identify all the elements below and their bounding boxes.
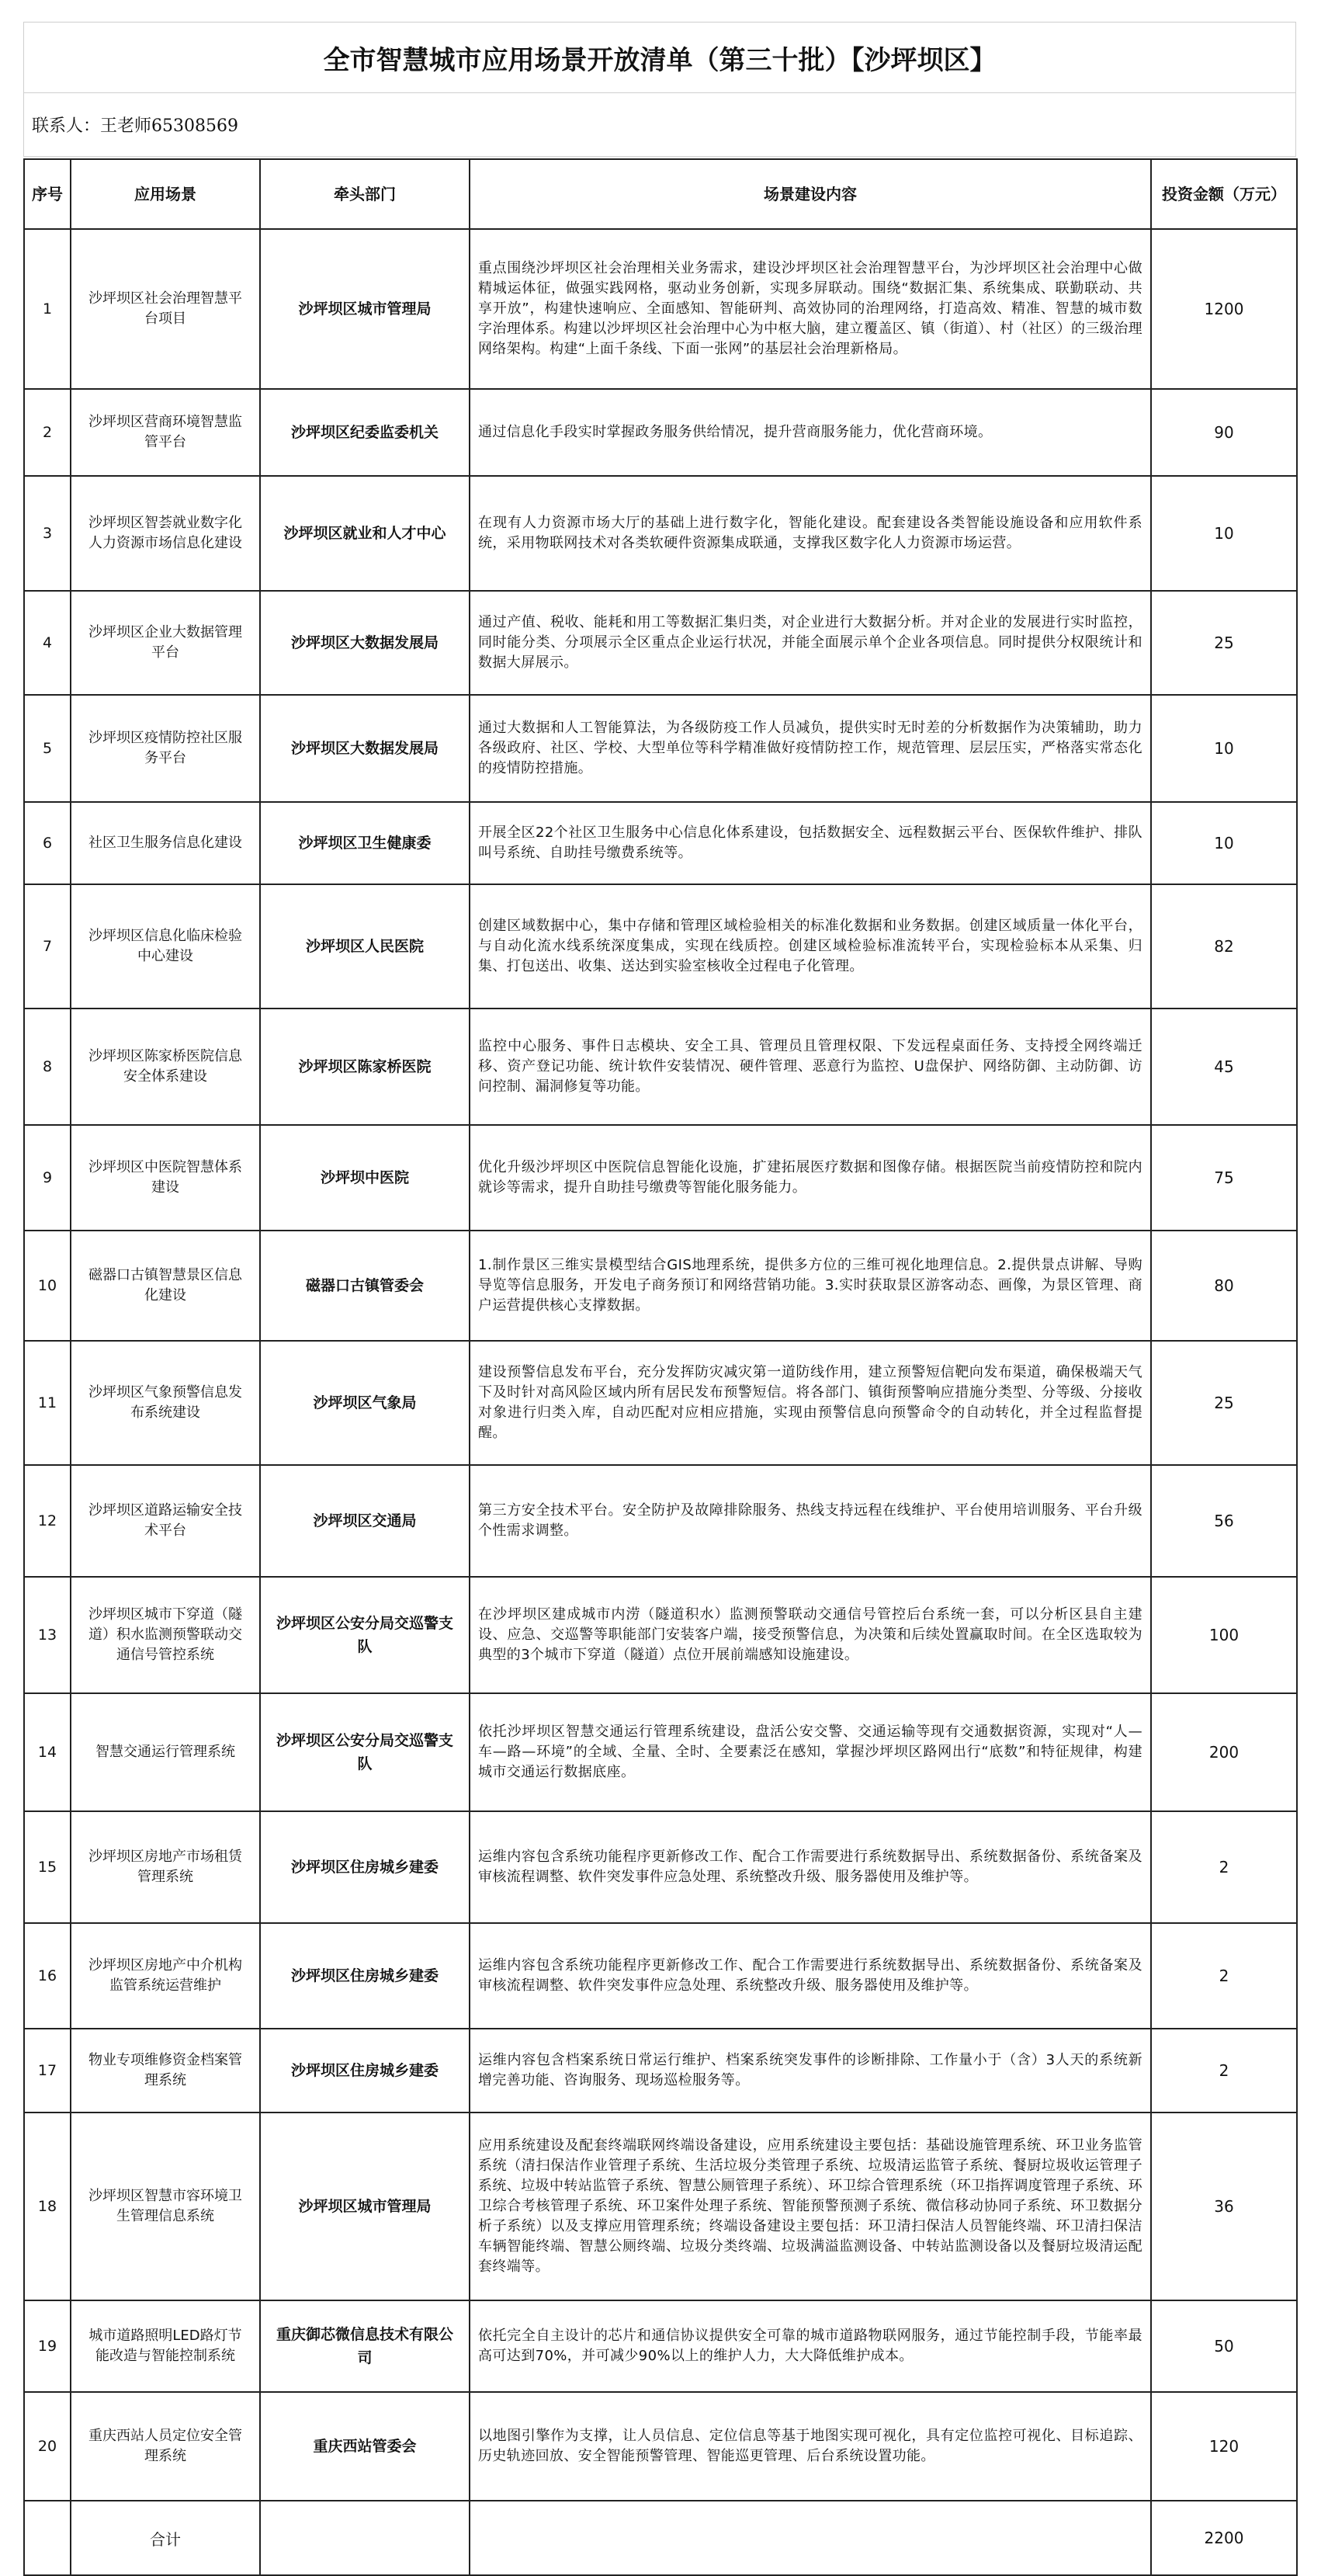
table-row — [24, 1125, 1297, 1231]
row-content: 监控中心服务、事件日志模块、安全工具、管理员且管理权限、下发远程桌面任务、支持授全网终端迁移、资产登记功能、统计软件安装情况、硬件管理、恶意行为监控、U盘保护、网络防御、主动防御、访问控制、漏洞修复等功能。 — [470, 1009, 1151, 1125]
row-dept: 沙坪坝区纪委监委机关 — [260, 389, 470, 476]
row-dept: 沙坪坝区陈家桥医院 — [260, 1009, 470, 1125]
row-dept: 沙坪坝区公安分局交巡警支队 — [260, 1577, 470, 1693]
row-content: 在沙坪坝区建成城市内涝（隧道积水）监测预警联动交通信号管控后台系统一套，可以分析区县自主建设、应急、交巡警等职能部门安装客户端，接受预警信息，为决策和后续处置赢取时间。在全区选取较为典型的3个城市下穿道（隧道）点位开展前端感知设施建设。 — [470, 1577, 1151, 1693]
table-row — [24, 2113, 1297, 2300]
row-no: 6 — [24, 802, 71, 884]
row-dept: 沙坪坝区公安分局交巡警支队 — [260, 1693, 470, 1811]
row-scene: 沙坪坝区社会治理智慧平台项目 — [71, 229, 260, 389]
contact-info: 联系人：王老师65308569 — [23, 93, 1296, 157]
row-no: 11 — [24, 1341, 71, 1465]
row-amount: 2 — [1151, 1923, 1297, 2029]
row-dept: 重庆西站管委会 — [260, 2392, 470, 2501]
document-title: 全市智慧城市应用场景开放清单（第三十批）【沙坪坝区】 — [23, 22, 1296, 93]
row-content: 应用系统建设及配套终端联网终端设备建设，应用系统建设主要包括：基础设施管理系统、环卫业务监管系统（清扫保洁作业管理子系统、生活垃圾分类管理子系统、垃圾清运监管子系统、餐厨垃圾收运管理子系统、垃圾中转站监管子系统、智慧公厕管理子系统）、环卫综合管理系统（环卫指挥调度管理子系统、环卫综合考核管理子系统、环卫案件处理子系统、智能预警预测子系统、微信移动协同子系统、环卫数据分析子系统）以及支撑应用管理系统；终端设备建设主要包括：环卫清扫保洁人员智能终端、环卫清扫保洁车辆智能终端、智慧公厕终端、垃圾分类终端、垃圾满溢监测设备、中转站监测设备以及餐厨垃圾清运配套终端等。 — [470, 2113, 1151, 2300]
row-content: 以地图引擎作为支撑，让人员信息、定位信息等基于地图实现可视化，具有定位监控可视化、目标追踪、历史轨迹回放、安全智能预警管理、智能巡更管理、后台系统设置功能。 — [470, 2392, 1151, 2501]
header-content: 场景建设内容 — [470, 159, 1151, 229]
row-scene: 沙坪坝区智荟就业数字化人力资源市场信息化建设 — [71, 476, 260, 591]
row-no: 8 — [24, 1009, 71, 1125]
row-content: 依托沙坪坝区智慧交通运行管理系统建设，盘活公安交警、交通运输等现有交通数据资源，实现对“人—车—路—环境”的全域、全量、全时、全要素泛在感知，掌握沙坪坝区路网出行“底数”和特征规律，构建城市交通运行数据底座。 — [470, 1693, 1151, 1811]
row-amount: 45 — [1151, 1009, 1297, 1125]
row-scene: 沙坪坝区疫情防控社区服务平台 — [71, 695, 260, 802]
row-amount: 1200 — [1151, 229, 1297, 389]
row-dept: 重庆御芯微信息技术有限公司 — [260, 2300, 470, 2392]
row-scene: 智慧交通运行管理系统 — [71, 1693, 260, 1811]
row-no: 7 — [24, 884, 71, 1009]
table-row — [24, 1009, 1297, 1125]
row-content: 依托完全自主设计的芯片和通信协议提供安全可靠的城市道路物联网服务，通过节能控制手段，节能率最高可达到70%，并可减少90%以上的维护人力，大大降低维护成本。 — [470, 2300, 1151, 2392]
row-scene: 城市道路照明LED路灯节能改造与智能控制系统 — [71, 2300, 260, 2392]
row-amount: 80 — [1151, 1231, 1297, 1341]
row-amount: 25 — [1151, 591, 1297, 695]
table-row — [24, 229, 1297, 389]
row-no: 20 — [24, 2392, 71, 2501]
row-amount: 120 — [1151, 2392, 1297, 2501]
row-amount: 10 — [1151, 476, 1297, 591]
row-no: 5 — [24, 695, 71, 802]
row-dept: 沙坪坝区住房城乡建委 — [260, 1811, 470, 1923]
row-amount: 75 — [1151, 1125, 1297, 1231]
row-amount: 10 — [1151, 802, 1297, 884]
header-amount: 投资金额（万元） — [1151, 159, 1297, 229]
row-scene: 社区卫生服务信息化建设 — [71, 802, 260, 884]
row-amount: 2 — [1151, 2029, 1297, 2113]
row-no: 10 — [24, 1231, 71, 1341]
total-no-cell — [24, 2501, 71, 2575]
row-scene: 沙坪坝区企业大数据管理平台 — [71, 591, 260, 695]
row-amount: 82 — [1151, 884, 1297, 1009]
row-dept: 沙坪坝区城市管理局 — [260, 2113, 470, 2300]
row-dept: 沙坪坝区大数据发展局 — [260, 591, 470, 695]
row-content: 在现有人力资源市场大厅的基础上进行数字化，智能化建设。配套建设各类智能设施设备和应用软件系统，采用物联网技术对各类软硬件资源集成联通，支撑我区数字化人力资源市场运营。 — [470, 476, 1151, 591]
row-scene: 沙坪坝区信息化临床检验中心建设 — [71, 884, 260, 1009]
table-row — [24, 1693, 1297, 1811]
row-amount: 10 — [1151, 695, 1297, 802]
row-scene: 沙坪坝区房地产中介机构监管系统运营维护 — [71, 1923, 260, 2029]
row-amount: 100 — [1151, 1577, 1297, 1693]
table-row — [24, 1465, 1297, 1577]
table-row — [24, 389, 1297, 476]
row-dept: 沙坪坝区气象局 — [260, 1341, 470, 1465]
row-scene: 沙坪坝区道路运输安全技术平台 — [71, 1465, 260, 1577]
row-no: 2 — [24, 389, 71, 476]
table-header-row — [24, 159, 1297, 229]
table-row — [24, 1811, 1297, 1923]
total-amount: 2200 — [1151, 2501, 1297, 2575]
scenario-table — [23, 158, 1298, 2576]
table-row — [24, 695, 1297, 802]
row-scene: 沙坪坝区房地产市场租赁管理系统 — [71, 1811, 260, 1923]
row-dept: 沙坪坝区大数据发展局 — [260, 695, 470, 802]
row-dept: 沙坪坝区就业和人才中心 — [260, 476, 470, 591]
row-content: 运维内容包含档案系统日常运行维护、档案系统突发事件的诊断排除、工作量小于（含）3人天的系统新增完善功能、咨询服务、现场巡检服务等。 — [470, 2029, 1151, 2113]
header-no: 序号 — [24, 159, 71, 229]
row-no: 3 — [24, 476, 71, 591]
total-label: 合计 — [71, 2501, 260, 2575]
row-no: 9 — [24, 1125, 71, 1231]
row-scene: 物业专项维修资金档案管理系统 — [71, 2029, 260, 2113]
row-dept: 沙坪坝区住房城乡建委 — [260, 1923, 470, 2029]
row-content: 通过信息化手段实时掌握政务服务供给情况，提升营商服务能力，优化营商环境。 — [470, 389, 1151, 476]
table-row — [24, 591, 1297, 695]
row-dept: 沙坪坝区人民医院 — [260, 884, 470, 1009]
row-dept: 沙坪坝区城市管理局 — [260, 229, 470, 389]
table-row — [24, 884, 1297, 1009]
row-content: 建设预警信息发布平台，充分发挥防灾减灾第一道防线作用，建立预警短信靶向发布渠道，确保极端天气下及时针对高风险区域内所有居民发布预警短信。将各部门、镇街预警响应措施分类型、分等级、分接收对象进行归类入库，自动匹配对应相应措施，实现由预警信息向预警命令的自动转化，并全过程监督提醒。 — [470, 1341, 1151, 1465]
row-content: 通过产值、税收、能耗和用工等数据汇集归类，对企业进行大数据分析。并对企业的发展进行实时监控，同时能分类、分项展示全区重点企业运行状况，并能全面展示单个企业各项信息。同时提供分权限统计和数据大屏展示。 — [470, 591, 1151, 695]
row-content: 运维内容包含系统功能程序更新修改工作、配合工作需要进行系统数据导出、系统数据备份、系统备案及审核流程调整、软件突发事件应急处理、系统整改升级、服务器使用及维护等。 — [470, 1811, 1151, 1923]
table-row — [24, 1923, 1297, 2029]
row-dept: 沙坪坝区卫生健康委 — [260, 802, 470, 884]
row-content: 1.制作景区三维实景模型结合GIS地理系统，提供多方位的三维可视化地理信息。2.提供景点讲解、导购导览等信息服务，开发电子商务预订和网络营销功能。3.实时获取景区游客动态、画像，为景区管理、商户运营提供核心支撑数据。 — [470, 1231, 1151, 1341]
row-dept: 沙坪坝区住房城乡建委 — [260, 2029, 470, 2113]
row-scene: 沙坪坝区智慧市容环境卫生管理信息系统 — [71, 2113, 260, 2300]
row-scene: 磁器口古镇智慧景区信息化建设 — [71, 1231, 260, 1341]
table-row — [24, 476, 1297, 591]
table-row — [24, 2300, 1297, 2392]
row-no: 17 — [24, 2029, 71, 2113]
row-amount: 56 — [1151, 1465, 1297, 1577]
row-dept: 磁器口古镇管委会 — [260, 1231, 470, 1341]
table-row — [24, 1577, 1297, 1693]
row-scene: 重庆西站人员定位安全管理系统 — [71, 2392, 260, 2501]
row-scene: 沙坪坝区中医院智慧体系建设 — [71, 1125, 260, 1231]
header-scene: 应用场景 — [71, 159, 260, 229]
row-amount: 36 — [1151, 2113, 1297, 2300]
row-amount: 25 — [1151, 1341, 1297, 1465]
row-amount: 50 — [1151, 2300, 1297, 2392]
table-row — [24, 1231, 1297, 1341]
row-amount: 90 — [1151, 389, 1297, 476]
row-scene: 沙坪坝区营商环境智慧监管平台 — [71, 389, 260, 476]
row-content: 运维内容包含系统功能程序更新修改工作、配合工作需要进行系统数据导出、系统数据备份、系统备案及审核流程调整、软件突发事件应急处理、系统整改升级、服务器使用及维护等。 — [470, 1923, 1151, 2029]
row-content: 通过大数据和人工智能算法，为各级防疫工作人员减负，提供实时无时差的分析数据作为决策辅助，助力各级政府、社区、学校、大型单位等科学精准做好疫情防控工作，规范管理、层层压实，严格落实常态化的疫情防控措施。 — [470, 695, 1151, 802]
row-scene: 沙坪坝区气象预警信息发布系统建设 — [71, 1341, 260, 1465]
row-no: 15 — [24, 1811, 71, 1923]
row-content: 开展全区22个社区卫生服务中心信息化体系建设，包括数据安全、远程数据云平台、医保软件维护、排队叫号系统、自助挂号缴费系统等。 — [470, 802, 1151, 884]
row-content: 优化升级沙坪坝区中医院信息智能化设施，扩建拓展医疗数据和图像存储。根据医院当前疫情防控和院内就诊等需求，提升自助挂号缴费等智能化服务能力。 — [470, 1125, 1151, 1231]
row-no: 16 — [24, 1923, 71, 2029]
row-amount: 200 — [1151, 1693, 1297, 1811]
row-amount: 2 — [1151, 1811, 1297, 1923]
row-content: 重点围绕沙坪坝区社会治理相关业务需求，建设沙坪坝区社会治理智慧平台，为沙坪坝区社会治理中心做精城运体征，做强实践网格，驱动业务创新，实现多屏联动。围绕“数据汇集、系统集成、联勤联动、共享开放”，构建快速响应、全面感知、智能研判、高效协同的治理网络，打造高效、精准、智慧的城市数字治理体系。构建以沙坪坝区社会治理中心为中枢大脑，建立覆盖区、镇（街道）、村（社区）的三级治理网络架构。构建“上面千条线、下面一张网”的基层社会治理新格局。 — [470, 229, 1151, 389]
row-no: 19 — [24, 2300, 71, 2392]
table-row — [24, 2029, 1297, 2113]
row-no: 18 — [24, 2113, 71, 2300]
row-content: 创建区域数据中心，集中存储和管理区域检验相关的标准化数据和业务数据。创建区域质量一体化平台，与自动化流水线系统深度集成，实现在线质控。创建区域检验标准流转平台，实现检验标本从采集、归集、打包送出、收集、送达到实验室核收全过程电子化管理。 — [470, 884, 1151, 1009]
total-empty-cell — [470, 2501, 1151, 2575]
row-dept: 沙坪坝区交通局 — [260, 1465, 470, 1577]
total-empty-cell — [260, 2501, 470, 2575]
row-scene: 沙坪坝区陈家桥医院信息安全体系建设 — [71, 1009, 260, 1125]
row-content: 第三方安全技术平台。安全防护及故障排除服务、热线支持远程在线维护、平台使用培训服务、平台升级个性需求调整。 — [470, 1465, 1151, 1577]
row-no: 12 — [24, 1465, 71, 1577]
row-scene: 沙坪坝区城市下穿道（隧道）积水监测预警联动交通信号管控系统 — [71, 1577, 260, 1693]
total-row — [24, 2501, 1297, 2575]
header-dept: 牵头部门 — [260, 159, 470, 229]
table-row — [24, 2392, 1297, 2501]
row-no: 13 — [24, 1577, 71, 1693]
row-dept: 沙坪坝中医院 — [260, 1125, 470, 1231]
table-row — [24, 1341, 1297, 1465]
table-row — [24, 802, 1297, 884]
row-no: 1 — [24, 229, 71, 389]
row-no: 4 — [24, 591, 71, 695]
row-no: 14 — [24, 1693, 71, 1811]
